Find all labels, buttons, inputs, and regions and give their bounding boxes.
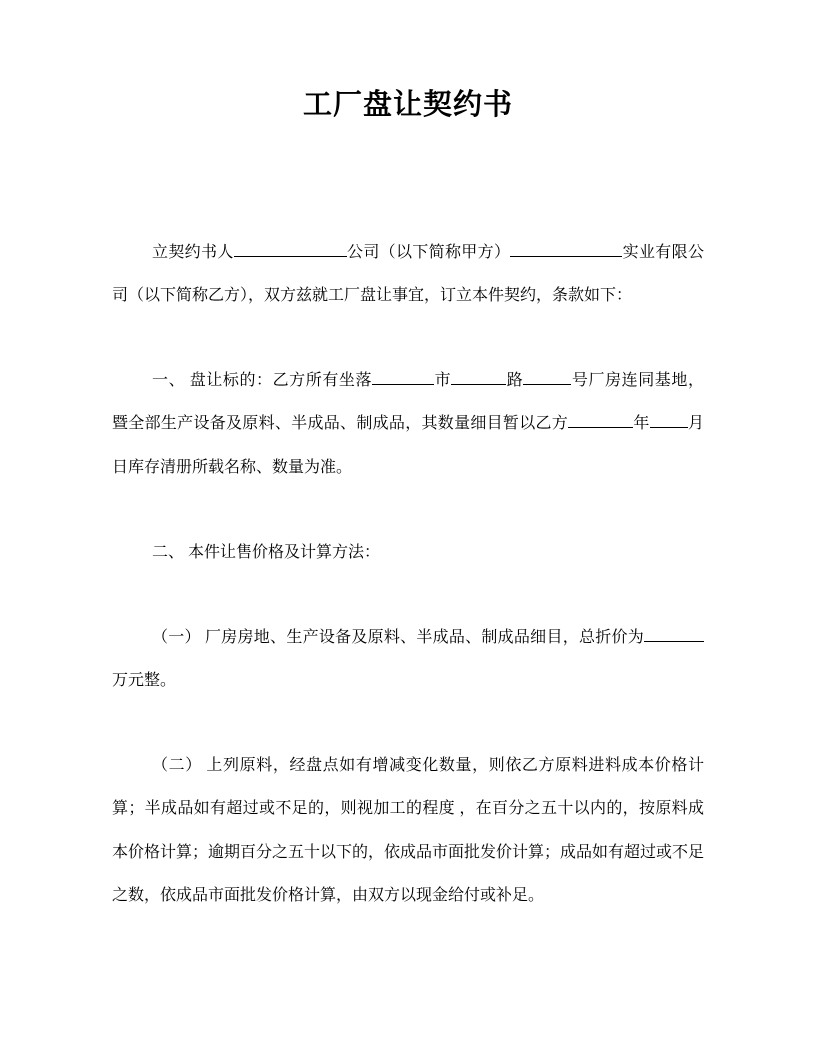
blank-number <box>523 368 571 385</box>
text-run: 万元整。 <box>112 672 177 690</box>
blank-party-a-name <box>234 240 347 257</box>
text-run: 立契约书人 <box>152 243 234 261</box>
blank-month <box>650 411 688 428</box>
paragraph-clause-2-item-1 <box>112 616 704 702</box>
text-run: 路 <box>506 372 524 390</box>
paragraph-clause-2 <box>112 531 704 574</box>
blank-total-price <box>644 625 704 642</box>
paragraph-clause-1 <box>112 359 704 489</box>
text-run: 年 <box>633 415 650 433</box>
blank-road <box>451 368 506 385</box>
text-run: 市 <box>434 372 452 390</box>
blank-city <box>372 368 434 385</box>
paragraph-intro <box>112 231 704 317</box>
text-run: 月日库存清册所载名称、数量为准。 <box>112 415 704 476</box>
text-run: （二） 上列原料，经盘点如有增减变化数量，则依乙方原料进料成本价格计算；半成品如有超过或不足的，则视加工的程度 ，在百分之五十以内的，按原料成本价格计算；逾期百分之五十以下的，依成品市面批发价计算；成品如有超过或不足之数，依成品市面批发价格计算，由双方以现金给付或补足。 <box>112 757 705 904</box>
blank-year <box>568 411 633 428</box>
document-title: 工厂盘让契约书 <box>302 89 513 121</box>
text-run: 实业有限公司（以下简称乙方），双方兹就工厂盘让事宜，订立本件契约，条款如下： <box>112 243 704 304</box>
text-run: 公司（以下简称甲方） <box>346 243 511 261</box>
text-run: 二、 本件让售价格及计算方法： <box>152 543 381 561</box>
paragraph-clause-2-item-2 <box>112 744 704 917</box>
text-run: 号厂房连同基地，暨全部生产设备及原料、半成品、制成品，其数量细目暂以乙方 <box>112 372 704 433</box>
blank-party-b-name <box>510 240 622 257</box>
text-run: （一） 厂房房地、生产设备及原料、半成品、制成品细目，总折价为 <box>152 628 644 646</box>
text-run: 一、 盘让标的：乙方所有坐落 <box>152 372 373 390</box>
